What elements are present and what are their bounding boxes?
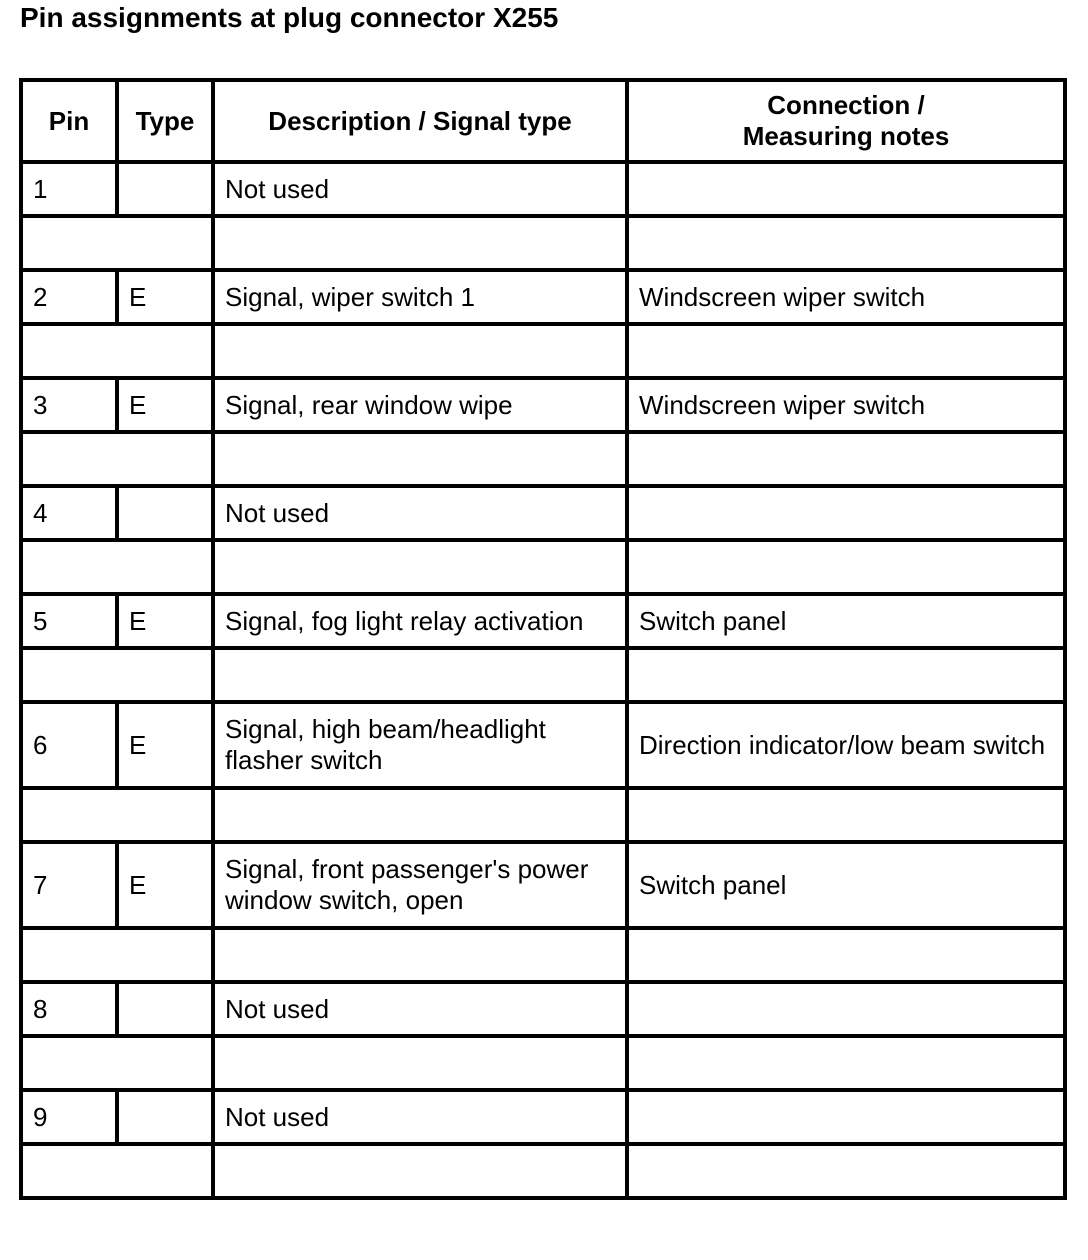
table-row <box>21 378 1065 432</box>
spacer-cell <box>21 1036 213 1090</box>
notes-cell: Windscreen wiper switch <box>627 378 1065 432</box>
spacer-cell <box>21 432 213 486</box>
type-cell: E <box>117 842 213 928</box>
pin-cell: 7 <box>21 842 117 928</box>
pin-cell: 8 <box>21 982 117 1036</box>
spacer-row <box>21 928 1065 982</box>
spacer-cell <box>21 540 213 594</box>
table-row <box>21 982 1065 1036</box>
notes-cell: Windscreen wiper switch <box>627 270 1065 324</box>
pin-cell: 9 <box>21 1090 117 1144</box>
notes-cell: Switch panel <box>627 842 1065 928</box>
spacer-cell <box>213 788 627 842</box>
spacer-row <box>21 540 1065 594</box>
type-cell: E <box>117 702 213 788</box>
table-row <box>21 594 1065 648</box>
spacer-cell <box>213 540 627 594</box>
notes-cell <box>627 486 1065 540</box>
spacer-cell <box>213 216 627 270</box>
pin-cell: 4 <box>21 486 117 540</box>
spacer-row <box>21 788 1065 842</box>
description-cell: Signal, wiper switch 1 <box>213 270 627 324</box>
type-cell: E <box>117 594 213 648</box>
spacer-cell <box>627 1036 1065 1090</box>
pin-cell: 6 <box>21 702 117 788</box>
spacer-cell <box>213 1036 627 1090</box>
spacer-cell <box>21 324 213 378</box>
description-cell: Not used <box>213 982 627 1036</box>
pin-cell: 3 <box>21 378 117 432</box>
spacer-cell <box>213 432 627 486</box>
type-cell <box>117 982 213 1036</box>
table-row <box>21 162 1065 216</box>
spacer-row <box>21 1144 1065 1198</box>
table-row <box>21 842 1065 928</box>
notes-cell <box>627 982 1065 1036</box>
spacer-row <box>21 324 1065 378</box>
page-title: Pin assignments at plug connector X255 <box>20 2 559 33</box>
spacer-cell <box>21 648 213 702</box>
pin-assignment-table <box>19 78 1067 1200</box>
description-cell: Signal, front passenger's power window switch, open <box>213 842 627 928</box>
spacer-cell <box>21 216 213 270</box>
table-row <box>21 702 1065 788</box>
type-cell <box>117 162 213 216</box>
spacer-cell <box>627 432 1065 486</box>
spacer-cell <box>627 324 1065 378</box>
spacer-cell <box>21 788 213 842</box>
notes-cell <box>627 162 1065 216</box>
header-type: Type <box>117 80 213 162</box>
description-cell: Not used <box>213 1090 627 1144</box>
table-row <box>21 270 1065 324</box>
spacer-cell <box>213 928 627 982</box>
header-notes-line2: Measuring notes <box>742 121 950 151</box>
spacer-cell <box>627 648 1065 702</box>
spacer-cell <box>213 324 627 378</box>
type-cell <box>117 1090 213 1144</box>
table-row <box>21 1090 1065 1144</box>
spacer-cell <box>627 1144 1065 1198</box>
notes-cell <box>627 1090 1065 1144</box>
header-row <box>21 80 1065 162</box>
spacer-cell <box>627 928 1065 982</box>
spacer-cell <box>627 216 1065 270</box>
type-cell: E <box>117 270 213 324</box>
spacer-cell <box>21 928 213 982</box>
description-cell: Signal, high beam/headlight flasher switch <box>213 702 627 788</box>
header-description: Description / Signal type <box>213 80 627 162</box>
header-notes-line1: Connection / <box>767 90 925 120</box>
description-cell: Signal, fog light relay activation <box>213 594 627 648</box>
pin-cell: 5 <box>21 594 117 648</box>
spacer-row <box>21 648 1065 702</box>
description-cell: Not used <box>213 486 627 540</box>
pin-cell: 2 <box>21 270 117 324</box>
notes-cell: Direction indicator/low beam switch <box>627 702 1065 788</box>
table-row <box>21 486 1065 540</box>
type-cell: E <box>117 378 213 432</box>
header-notes <box>627 80 1065 162</box>
spacer-row <box>21 1036 1065 1090</box>
type-cell <box>117 486 213 540</box>
pin-cell: 1 <box>21 162 117 216</box>
notes-cell: Switch panel <box>627 594 1065 648</box>
spacer-cell <box>213 1144 627 1198</box>
header-pin: Pin <box>21 80 117 162</box>
spacer-cell <box>213 648 627 702</box>
spacer-cell <box>627 540 1065 594</box>
description-cell: Not used <box>213 162 627 216</box>
spacer-cell <box>21 1144 213 1198</box>
description-cell: Signal, rear window wipe <box>213 378 627 432</box>
spacer-row <box>21 216 1065 270</box>
spacer-cell <box>627 788 1065 842</box>
spacer-row <box>21 432 1065 486</box>
